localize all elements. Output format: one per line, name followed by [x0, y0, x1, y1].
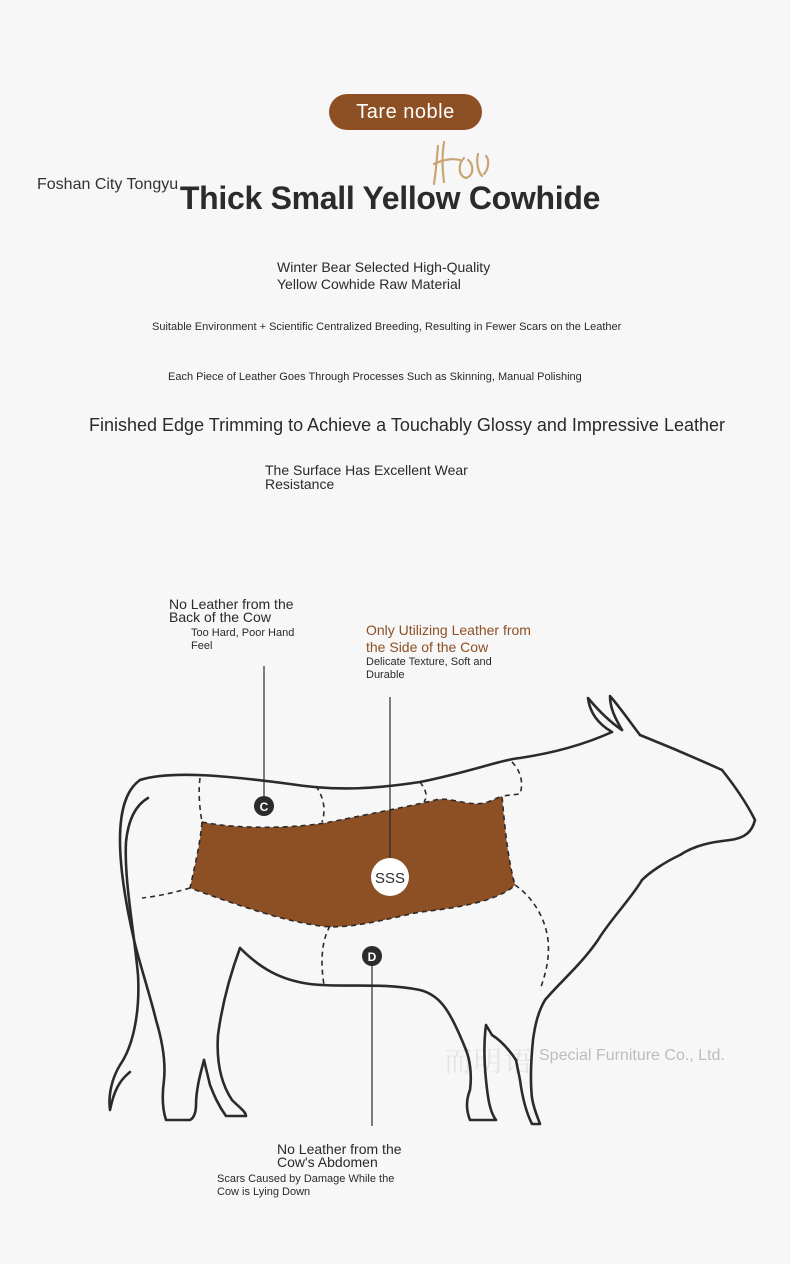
marker-c	[254, 796, 274, 816]
marker-d	[362, 946, 382, 966]
cow-leather-diagram	[0, 560, 790, 1160]
brand-badge: Tare noble	[329, 94, 482, 130]
feature-processes: Each Piece of Leather Goes Through Processes Such as Skinning, Manual Polishing	[168, 371, 582, 383]
marker-sss-label: SSS	[374, 870, 406, 887]
feature-breeding: Suitable Environment + Scientific Centralized Breeding, Resulting in Fewer Scars on the Leather	[152, 321, 622, 333]
company-name: Foshan City Tongyu	[37, 176, 179, 193]
marker-d-label: D	[367, 950, 377, 964]
callout-back: No Leather from the Back of the Cow Too Hard, Poor Hand Feel	[169, 596, 295, 652]
page-title: Thick Small Yellow Cowhide	[179, 180, 601, 216]
feature-wear: The Surface Has Excellent Wear Resistance	[265, 462, 468, 492]
leather-side-region	[190, 796, 515, 927]
callout-side: Only Utilizing Leather from the Side of the Cow Delicate Texture, Soft and Durable	[366, 622, 531, 681]
watermark-chinese: 而明语	[444, 1046, 535, 1077]
marker-sss	[371, 858, 409, 896]
marker-c-label: C	[259, 800, 269, 814]
callout-abdomen: No Leather from the Cow's Abdomen Scars Caused by Damage While the Cow is Lying Down	[217, 1141, 402, 1198]
feature-raw-material: Winter Bear Selected High-Quality Yellow Cowhide Raw Material	[277, 259, 491, 292]
watermark-company: Special Furniture Co., Ltd.	[539, 1047, 725, 1064]
feature-finish: Finished Edge Trimming to Achieve a Touchably Glossy and Impressive Leather	[89, 415, 725, 435]
